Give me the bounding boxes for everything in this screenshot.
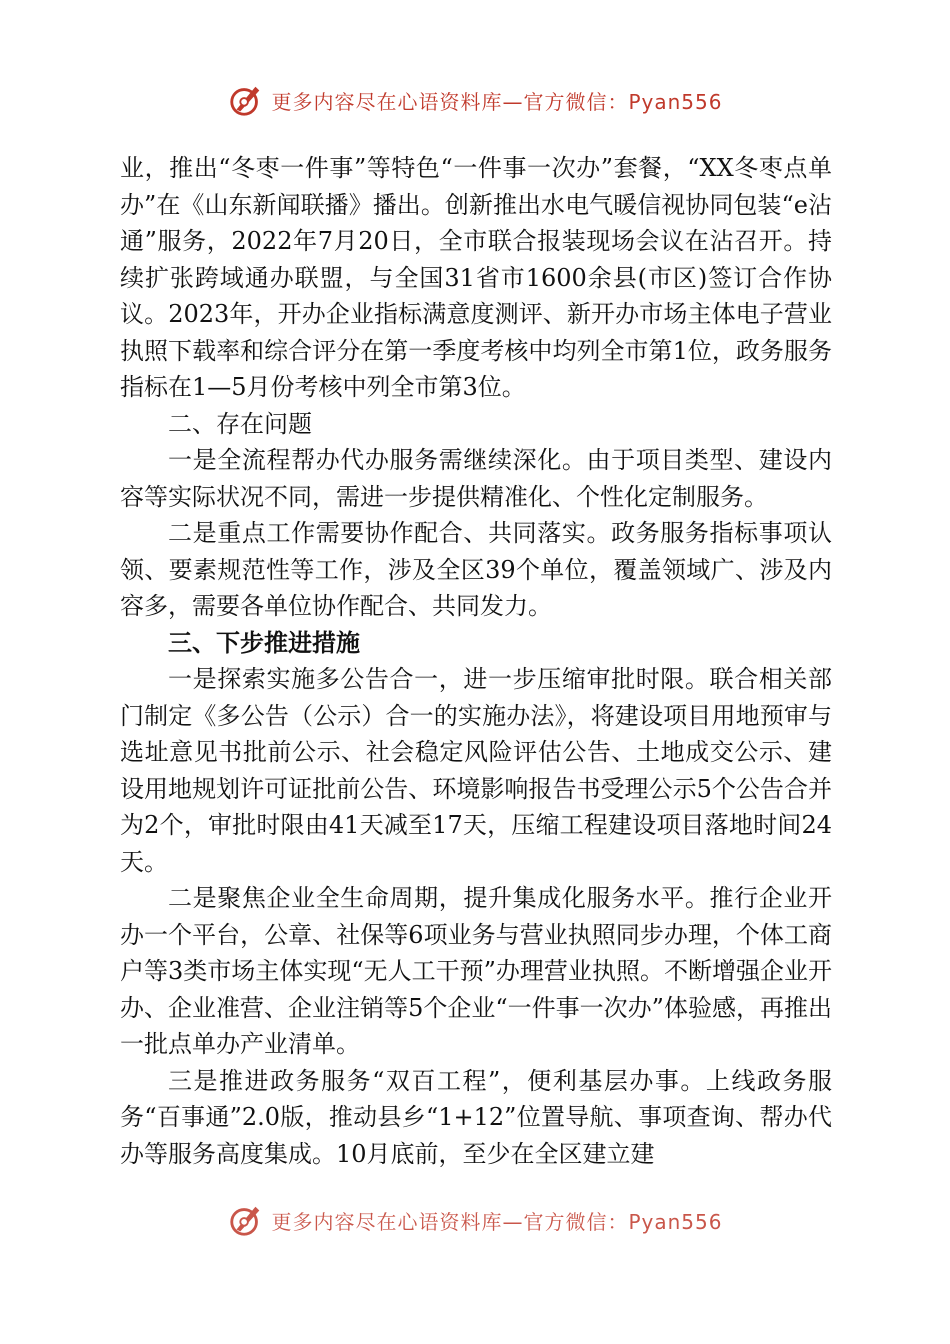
watermark-header — [0, 78, 950, 122]
paragraph-measure-3: 三是推进政务服务“双百工程”，便利基层办事。上线政务服务“百事通”2.0版，推动县乡“1+12”位置导航、事项查询、帮办代办等服务高度集成。10月底前，至少在全区建立建 — [120, 1066, 832, 1168]
paragraph-problem-2: 二是重点工作需要协作配合、共同落实。政务服务指标事项认领、要素规范性等工作，涉及全区39个单位，覆盖领域广、涉及内容多，需要各单位协作配合、共同发力。 — [120, 519, 832, 620]
quill-logo-icon — [227, 1201, 265, 1239]
paragraph-continued: 业，推出“冬枣一件事”等特色“一件事一次办”套餐，“XX冬枣点单办”在《山东新闻联播》播出。创新推出水电气暖信视协同包装“e沾通”服务，2022年7月20日，全市联合报装现场会议在沾召开。持续扩张跨域通办联盟，与全国31省市1600余县(市区)签订合作协议。2023年，开办企业指标满意度测评、新开办市场主体电子营业执照下载率和综合评分在第一季度考核中均列全市第1位，政务服务指标在1—5月份考核中列全市第3位。 — [120, 154, 832, 401]
section-heading-problems: 二、存在问题 — [168, 409, 312, 438]
section-heading-measures: 三、下步推进措施 — [168, 628, 360, 657]
watermark-text: 更多内容尽在心语资料库—官方微信：Pyan556 — [271, 1209, 723, 1234]
paragraph-measure-1: 一是探索实施多公告合一，进一步压缩审批时限。联合相关部门制定《多公告（公示）合一的实施办法》，将建设项目用地预审与选址意见书批前公示、社会稳定风险评估公告、土地成交公示、建设用地规划许可证批前公告、环境影响报告书受理公示5个公告合并为2个，审批时限由41天减至17天，压缩工程建设项目落地时间24天。 — [120, 665, 832, 876]
paragraph-problem-1: 一是全流程帮办代办服务需继续深化。由于项目类型、建设内容等实际状况不同，需进一步提供精准化、个性化定制服务。 — [120, 446, 832, 511]
document-body — [120, 150, 832, 1172]
quill-logo-icon — [227, 81, 265, 119]
watermark-text: 更多内容尽在心语资料库—官方微信：Pyan556 — [271, 89, 723, 114]
watermark-footer — [0, 1198, 950, 1242]
paragraph-measure-2: 二是聚焦企业全生命周期，提升集成化服务水平。推行企业开办一个平台，公章、社保等6项业务与营业执照同步办理，个体工商户等3类市场主体实现“无人工干预”办理营业执照。不断增强企业开办、企业准营、企业注销等5个企业“一件事一次办”体验感，再推出一批点单办产业清单。 — [120, 884, 832, 1058]
